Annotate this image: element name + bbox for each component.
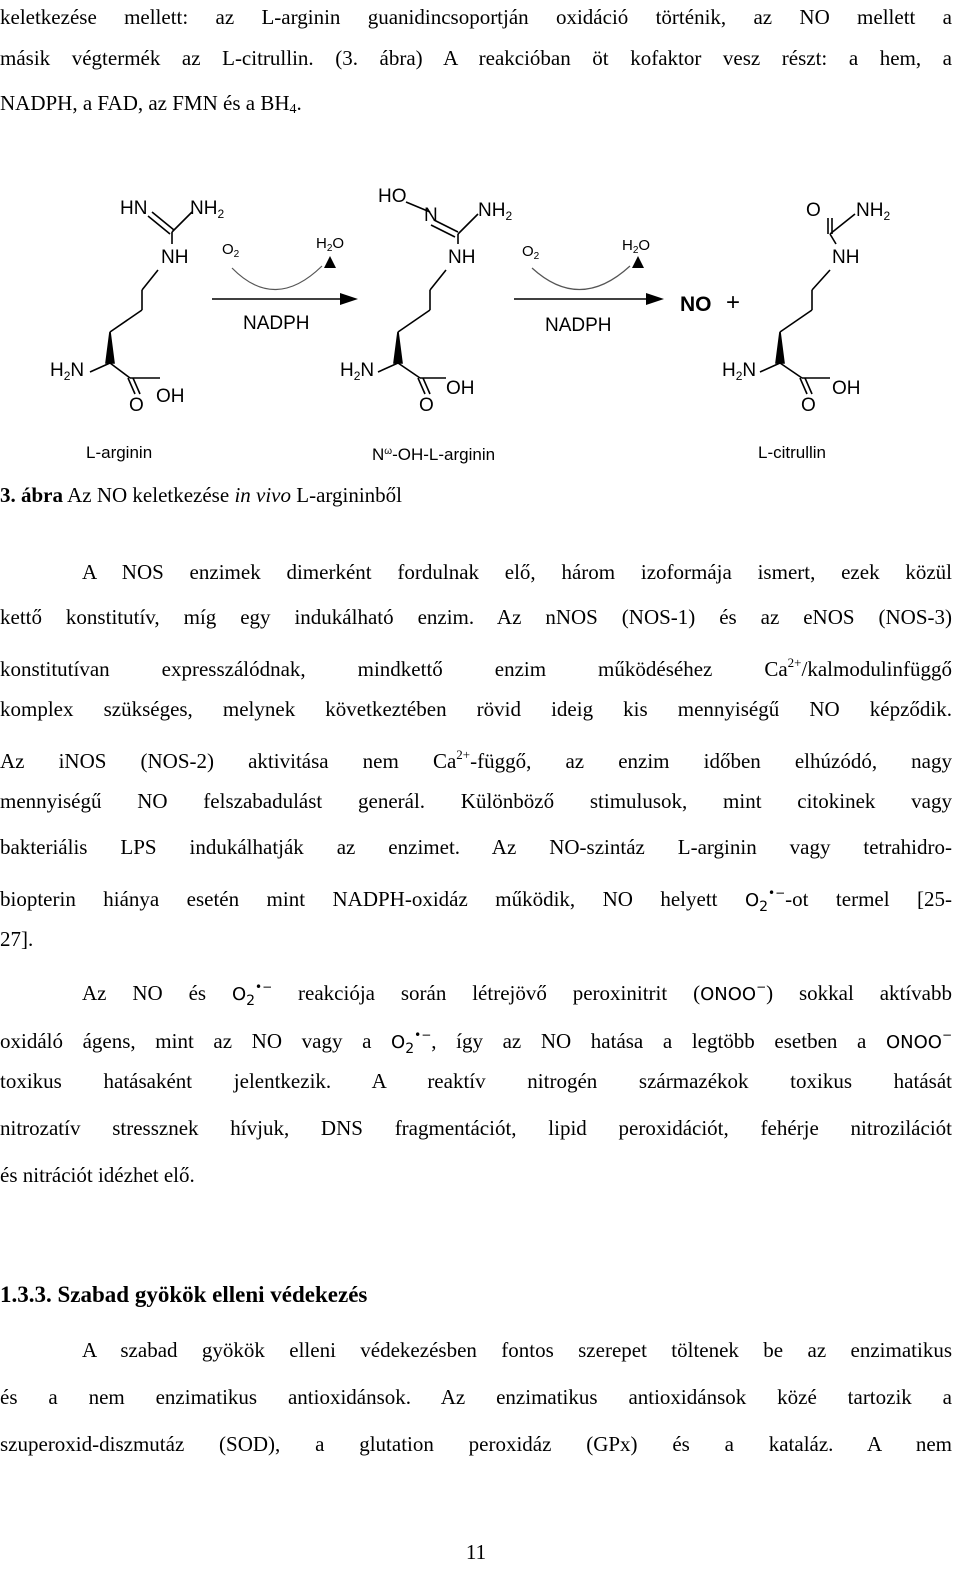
r1-cofactor-label: NADPH	[243, 313, 310, 334]
p2-line-2	[0, 1020, 952, 1064]
intro-line-2: másik végtermék az L-citrullin. (3. ábra) A reakcióban öt kofaktor vesz részt: a hem, a	[0, 46, 952, 70]
m2-carbonyl-o-label: O	[419, 395, 434, 416]
p1-line-8	[0, 878, 952, 922]
m3-oh-label: OH	[832, 378, 861, 399]
m3-carbonyl-top-label: O	[806, 200, 821, 221]
p1-line-4: komplex szükséges, melynek következtében rövid ideig kis mennyiségű NO képződik.	[0, 697, 952, 721]
m1-oh-label: OH	[156, 386, 185, 407]
reaction-arrow-1	[212, 256, 358, 305]
p2-line-1-b: reakciója során létrejövő peroxinitrit (	[272, 981, 701, 1005]
m1-nh-label: NH	[161, 247, 189, 268]
p1-line-5	[0, 740, 952, 776]
peroxynitrite-formula-2: ONOO−	[885, 1028, 952, 1053]
m3-carbonyl-o-label: O	[801, 395, 816, 416]
figure-caption	[0, 480, 952, 510]
r2-h2o-label: $H_2O$	[622, 237, 651, 256]
p1-line-6: mennyiségű NO felszabadulást generál. Különböző stimulusok, mint citokinek vagy	[0, 789, 952, 813]
figure-label: 3. ábra	[0, 483, 63, 507]
reaction-scheme	[0, 172, 952, 472]
compound-name-l-arginin: L-arginin	[86, 443, 153, 462]
p2-line-1-c: ) sokkal aktívabb	[766, 981, 953, 1005]
r2-cofactor-label: NADPH	[545, 315, 612, 336]
page-number: 11	[465, 1540, 487, 1564]
p1-line-5-end: -függő, az enzim időben elhúzódó, nagy	[470, 749, 953, 773]
p2-line-1-a: Az NO és	[82, 981, 232, 1005]
r2-o2-label: $O_2$	[522, 243, 540, 262]
p1-line-2: kettő konstitutív, míg egy indukálható enzim. Az nNOS (NOS-1) és az eNOS (NOS-3)	[0, 605, 952, 629]
p2-line-2-a: oxidáló ágens, mint az NO vagy a	[0, 1029, 392, 1053]
p1-line-1: A NOS enzimek dimerként fordulnak elő, három izoformája ismert, ezek közül	[82, 560, 952, 584]
intro-line-3-end: .	[296, 91, 302, 115]
caption-text-1: Az NO keletkezése	[63, 483, 235, 507]
m2-nh2-label: $NH_2$	[478, 200, 513, 223]
section-line-2: és a nem enzimatikus antioxidánsok. Az enzimatikus antioxidánsok közé tartozik a	[0, 1385, 952, 1409]
m2-oh-label: OH	[446, 378, 475, 399]
r1-o2-label: $O_2$	[222, 241, 240, 260]
m1-amine-label: $H_2N$	[50, 360, 85, 383]
m3-amine-label: $H_2N$	[722, 360, 757, 383]
molecule-n-omega-oh-l-arginin	[378, 202, 478, 394]
m1-nh2-label: $NH_2$	[190, 198, 225, 221]
m1-carbonyl-o-label: O	[129, 395, 144, 416]
intro-line-1: keletkezése mellett: az L-arginin guanidincsoportján oxidáció történik, az NO mellett a	[0, 5, 952, 29]
p1-line-8-text: biopterin hiánya esetén mint NADPH-oxidáz működik, NO helyett	[0, 887, 745, 911]
p1-line-9: 27].	[0, 927, 34, 951]
m3-nh-label: NH	[832, 247, 860, 268]
molecule-l-arginin	[90, 212, 192, 394]
molecule-l-citrullin	[760, 214, 855, 394]
p2-line-2-b: , így az NO hatása a legtöbb esetben a	[431, 1029, 886, 1053]
p1-line-3-end: /kalmodulinfüggő	[801, 657, 952, 681]
m2-nh-label: NH	[448, 247, 476, 268]
section-heading: 1.3.3. Szabad gyökök elleni védekezés	[0, 1282, 368, 1307]
p1-line-8-end: -ot termel [25-	[785, 887, 952, 911]
p2-line-3: toxikus hatásaként jelentkezik. A reaktív nitrogén származékok toxikus hatását	[0, 1069, 952, 1093]
caption-italic: in vivo	[234, 483, 291, 507]
p1-line-3	[0, 648, 952, 684]
superoxide-formula-2: $O_2^{•-}$	[231, 980, 273, 1009]
p1-line-7: bakteriális LPS indukálhatják az enzimet. Az NO-szintáz L-arginin vagy tetrahidro-	[0, 835, 952, 859]
plus-sign: +	[726, 289, 741, 316]
reaction-arrow-2	[514, 256, 664, 305]
ca-charge-superscript: 2+	[787, 655, 802, 670]
m2-amine-label: $H_2N$	[340, 360, 375, 383]
p1-line-3-text: konstitutívan expresszálódnak, mindkettő enzim működéséhez Ca	[0, 657, 788, 681]
superoxide-formula-3: $O_2^{•-}$	[391, 1028, 432, 1057]
compound-name-n-omega-oh-l-arginin: $N^\omega-OH-L$-arginin	[372, 445, 496, 464]
p2-line-1	[82, 972, 952, 1016]
no-product-label: NO	[680, 293, 712, 316]
m3-nh2-label: $NH_2$	[856, 200, 891, 223]
bh4-subscript: 4	[289, 102, 297, 117]
section-line-1: A szabad gyökök elleni védekezésben fontos szerepet töltenek be az enzimatikus	[82, 1338, 952, 1362]
section-line-3: szuperoxid-diszmutáz (SOD), a glutation peroxidáz (GPx) és a kataláz. A nem	[0, 1432, 952, 1456]
m2-n-label: N	[424, 205, 438, 226]
caption-text-2: L-argininből	[291, 483, 403, 507]
superoxide-formula: $O_2^{•-}$	[744, 886, 786, 915]
p1-line-5-text: Az iNOS (NOS-2) aktivitása nem Ca	[0, 749, 457, 773]
ca-charge-superscript-2: 2+	[456, 747, 471, 762]
compound-name-l-citrullin: L-citrullin	[758, 443, 827, 462]
m2-ho-label: HO	[378, 186, 407, 207]
r1-h2o-label: $H_2O$	[316, 235, 345, 254]
p2-line-5: és nitrációt idézhet elő.	[0, 1163, 195, 1187]
p2-line-4: nitrozatív stressznek hívjuk, DNS fragmentációt, lipid peroxidációt, fehérje nitrozilációt	[0, 1116, 952, 1140]
intro-line-3	[0, 88, 952, 125]
peroxynitrite-formula: ONOO−	[700, 980, 767, 1005]
m1-hn-label: HN	[120, 198, 148, 219]
intro-line-3-text: NADPH, a FAD, az FMN és a BH	[0, 91, 290, 115]
